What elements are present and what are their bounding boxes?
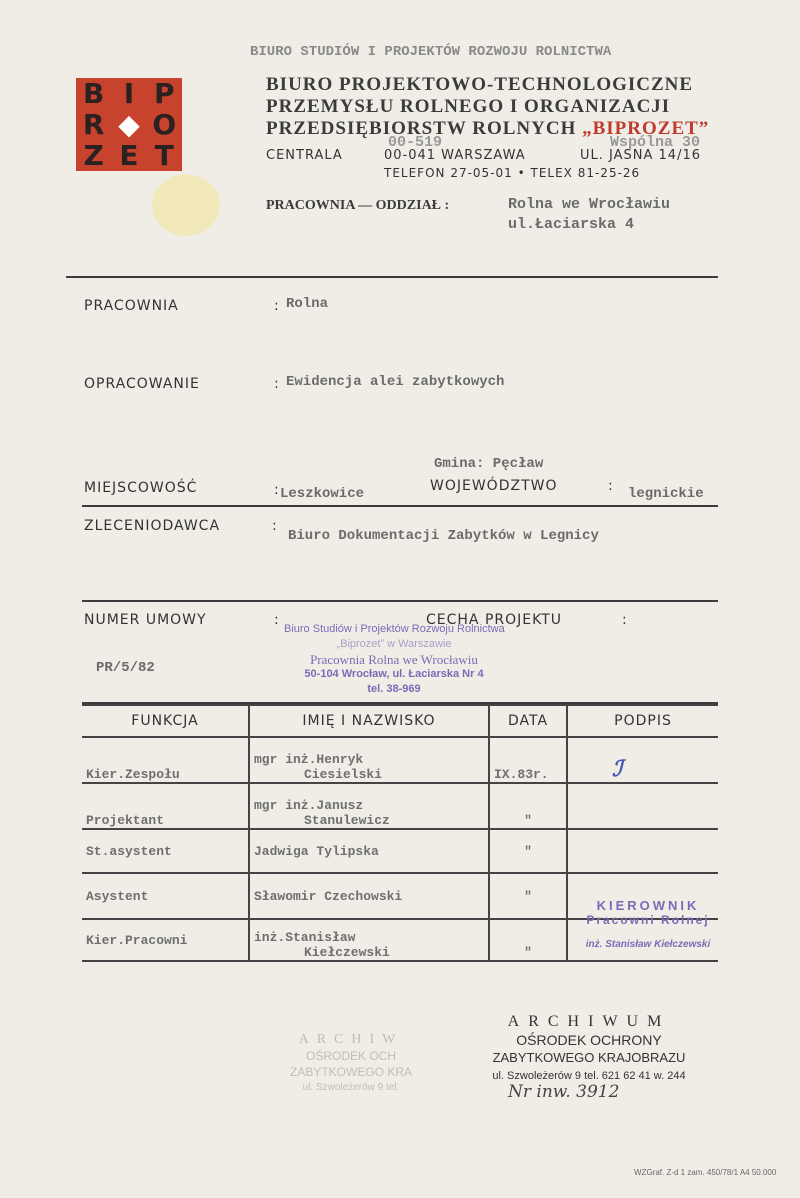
- data-cell: IX.83r.: [489, 737, 567, 783]
- biprozet-logo: [76, 78, 182, 171]
- name-line: Jadwiga Tylipska: [254, 843, 379, 859]
- pracownia-label: PRACOWNIA: [84, 298, 179, 314]
- name-line: Ciesielski: [304, 767, 383, 782]
- colon: :: [622, 612, 628, 628]
- stamp-line: OŚRODEK OCHRONY: [516, 1032, 662, 1048]
- data-cell: ": [489, 919, 567, 961]
- stamp-line: 50-104 Wrocław, ul. Łaciarska Nr 4: [304, 668, 484, 680]
- name-cell: [249, 873, 489, 919]
- colon: :: [274, 612, 280, 628]
- signature: ℐ: [612, 756, 623, 782]
- pracownia-oddzial-address: ul.Łaciarska 4: [508, 216, 635, 233]
- logo-letter: T: [154, 139, 174, 172]
- logo-letter: Z: [83, 139, 104, 172]
- miejscowosc-value: Leszkowice: [280, 486, 365, 502]
- inventory-note: Nr inw. 3912: [508, 1082, 620, 1102]
- data-cell: ": [489, 873, 567, 919]
- name-cell: [249, 919, 489, 961]
- org-line-1: BIURO PROJEKTOWO-TECHNOLOGICZNE: [266, 74, 694, 95]
- typed-postcode: 00-519: [388, 134, 443, 151]
- data-cell: ": [489, 829, 567, 873]
- stamp-line: ZABYTKOWEGO KRA: [290, 1065, 413, 1079]
- miejscowosc-label: MIEJSCOWOŚĆ: [84, 480, 198, 496]
- cecha-projektu-label: CECHA PROJEKTU: [426, 612, 563, 628]
- header-imie-nazwisko: IMIĘ I NAZWISKO: [249, 705, 489, 737]
- wojewodztwo-value: legnickie: [628, 486, 704, 502]
- opracowanie-label: OPRACOWANIE: [84, 376, 200, 392]
- logo-letter: R: [82, 108, 105, 141]
- gmina-value: Gmina: Pęcław: [434, 456, 544, 472]
- name-line: mgr inż.Henryk: [254, 752, 364, 767]
- name-line: Stanulewicz: [304, 813, 390, 828]
- opracowanie-value: Ewidencja alei zabytkowych: [286, 374, 505, 390]
- name-cell: [249, 829, 489, 873]
- stamp-line: ZABYTKOWEGO KRAJOBRAZU: [492, 1050, 686, 1065]
- numer-umowy-label: NUMER UMOWY: [84, 612, 207, 628]
- logo-letter: ◆: [118, 108, 140, 141]
- data-cell: ": [489, 783, 567, 829]
- org-line-2: PRZEMYSŁU ROLNEGO I ORGANIZACJI: [266, 96, 671, 117]
- name-line: Sławomir Czechowski: [254, 888, 403, 904]
- funkcja-cell: Asystent: [82, 873, 249, 919]
- stamp-line: Pracownia Rolna we Wrocławiu: [310, 652, 478, 667]
- name-line: mgr inż.Janusz: [254, 798, 364, 813]
- header-funkcja: FUNKCJA: [82, 705, 249, 737]
- table-row: [82, 737, 718, 783]
- table-header: [82, 705, 718, 737]
- stamp-line: tel. 38-969: [367, 683, 421, 695]
- typed-top-line: BIURO STUDIÓW I PROJEKTÓW ROZWOJU ROLNICTWA: [250, 44, 612, 60]
- centrala-label: CENTRALA: [266, 148, 343, 163]
- footer-print-info: WZGraf. Z-d 1 zam. 450/78/1 A4 50.000: [634, 1168, 777, 1177]
- numer-umowy-value: PR/5/82: [96, 660, 155, 676]
- org-line-3: PRZEDSIĘBIORSTW ROLNYCH: [266, 118, 577, 139]
- funkcja-cell: St.asystent: [82, 829, 249, 873]
- colon: :: [274, 482, 280, 498]
- signature-cell: [567, 737, 718, 783]
- colon: :: [274, 376, 280, 392]
- funkcja-cell: Projektant: [82, 783, 249, 829]
- stamp-line: Biuro Studiów i Projektów Rozwoju Rolnictwa: [284, 623, 505, 635]
- table-row: [82, 783, 718, 829]
- stamp-line: ARCHIW: [298, 1032, 404, 1047]
- name-line: inż.Stanisław: [254, 930, 356, 945]
- stamp-line: ul. Szwoleżerów 9 tel. 621 62 41 w. 244: [492, 1070, 686, 1082]
- table-row: [82, 829, 718, 873]
- archive-stamp: [484, 1013, 694, 1085]
- colon: :: [608, 478, 614, 494]
- colon: :: [274, 298, 280, 314]
- name-cell: [249, 737, 489, 783]
- stain: [152, 174, 220, 236]
- logo-letter: P: [154, 77, 175, 110]
- name-line: Kiełczewski: [304, 945, 390, 960]
- stamp-line: „Biprozet” w Warszawie: [336, 638, 452, 650]
- stamp-line: KIEROWNIK: [596, 898, 700, 913]
- zleceniodawca-value: Biuro Dokumentacji Zabytków w Legnicy: [288, 528, 599, 544]
- header-podpis: PODPIS: [567, 705, 718, 737]
- pracownia-oddzial-label: PRACOWNIA — ODDZIAŁ :: [266, 198, 450, 213]
- colon: :: [272, 518, 278, 534]
- centrala-street: UL. JASNA 14/16: [580, 148, 701, 163]
- wojewodztwo-label: WOJEWÓDZTWO: [430, 478, 558, 494]
- stamp-line: OŚRODEK OCH: [306, 1049, 397, 1063]
- funkcja-cell: Kier.Zespołu: [82, 737, 249, 783]
- pracownia-value: Rolna: [286, 296, 329, 312]
- name-cell: [249, 783, 489, 829]
- logo-letter: I: [123, 77, 135, 110]
- logo-letter: O: [152, 108, 177, 141]
- zleceniodawca-label: ZLECENIODAWCA: [84, 518, 221, 534]
- stamp-line: ARCHIWUM: [507, 1013, 671, 1030]
- centrala-address: 00-041 WARSZAWA: [384, 148, 526, 163]
- logo-letter: B: [82, 77, 105, 110]
- org-brand: „BIPROZET”: [582, 118, 710, 139]
- stamp-line: inż. Stanisław Kiełczewski: [585, 939, 711, 950]
- typed-street: Wspólna 30: [610, 134, 701, 151]
- stamp-line: ul. Szwoleżerów 9 tel.: [302, 1082, 400, 1093]
- kierownik-stamp: [558, 898, 738, 950]
- funkcja-cell: Kier.Pracowni: [82, 919, 249, 961]
- stamp-line: Pracowni Rolnej: [586, 913, 710, 927]
- office-stamp: [284, 622, 504, 697]
- header-data: DATA: [489, 705, 567, 737]
- signature-cell: [567, 829, 718, 873]
- pracownia-oddzial-value: Rolna we Wrocławiu: [508, 196, 671, 213]
- archive-stamp-faded: [290, 1032, 412, 1096]
- signature-cell: [567, 783, 718, 829]
- logo-letter: E: [119, 139, 139, 172]
- phone-telex: TELEFON 27-05-01 • TELEX 81-25-26: [384, 166, 641, 180]
